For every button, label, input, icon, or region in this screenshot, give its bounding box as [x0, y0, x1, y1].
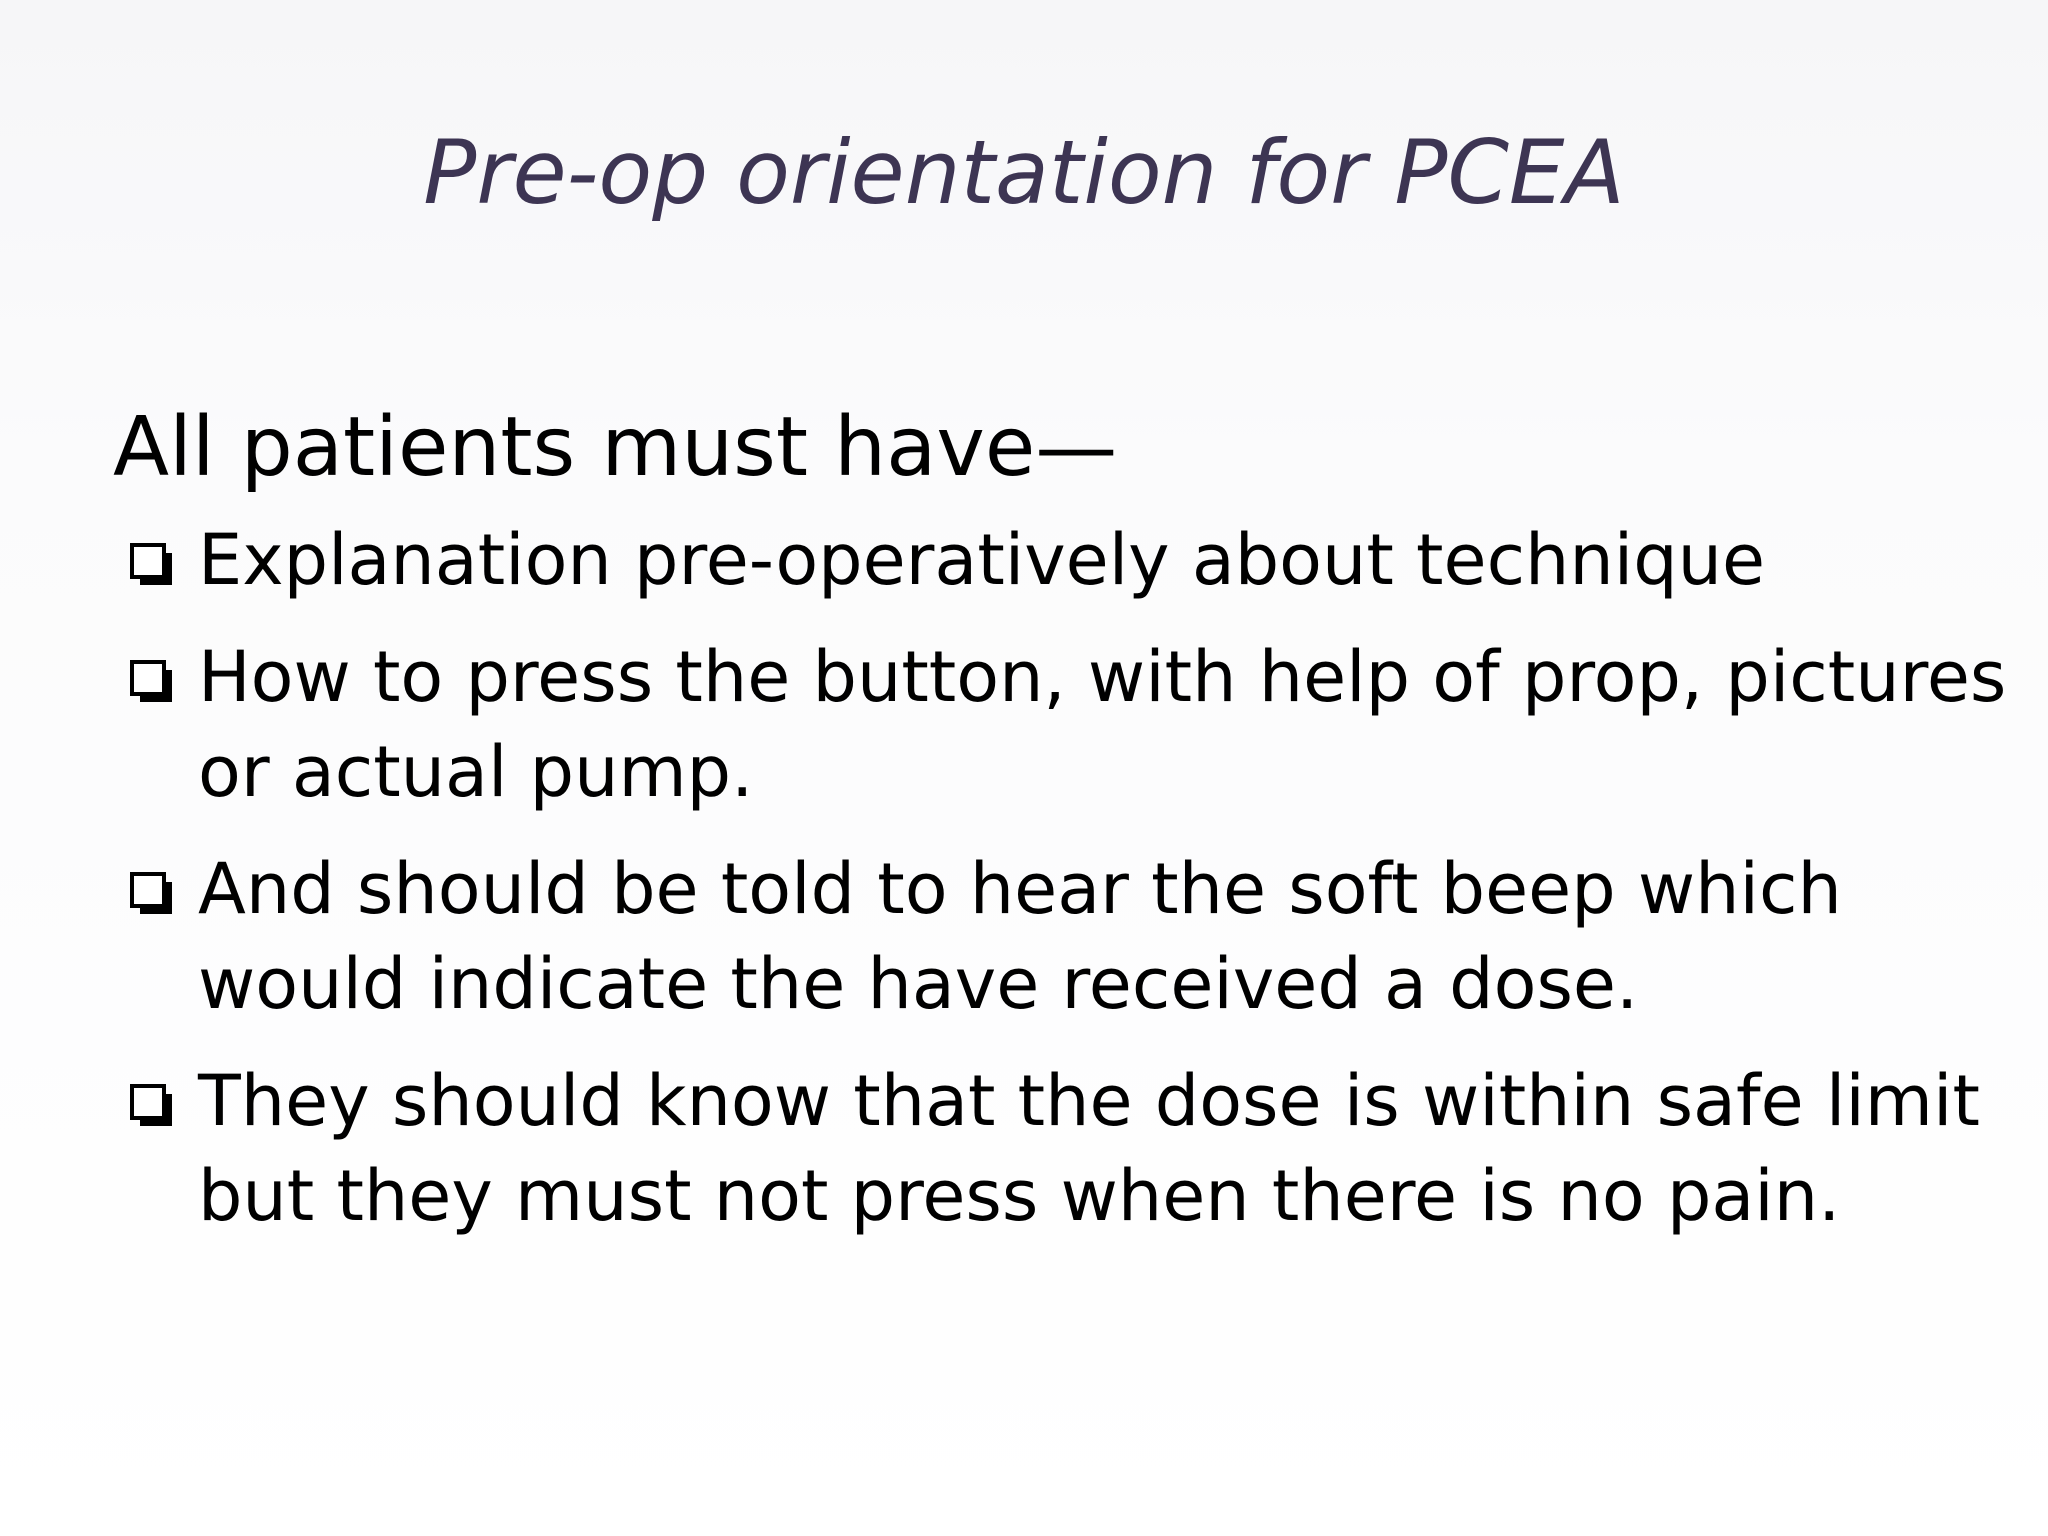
hollow-square-bullet-icon [130, 660, 174, 704]
bullet-item [130, 842, 2010, 1032]
bullet-item [130, 630, 2010, 820]
bullet-list [130, 513, 2010, 1266]
hollow-square-bullet-icon [130, 1084, 174, 1128]
slide-title: Pre-op orientation for PCEA [423, 121, 1625, 224]
bullet-text: And should be told to hear the soft beep which would indicate the have received a dose. [198, 848, 1842, 1025]
bullet-text: How to press the button, with help of prop, pictures or actual pump. [198, 636, 2007, 813]
lead-text: All patients must have— [113, 400, 1118, 495]
bullet-text: Explanation pre-operatively about technique [198, 519, 1766, 601]
bullet-text: They should know that the dose is within safe limit but they must not press when there is no pain. [198, 1060, 1980, 1237]
hollow-square-bullet-icon [130, 543, 174, 587]
bullet-item [130, 513, 2010, 608]
hollow-square-bullet-icon [130, 872, 174, 916]
bullet-item [130, 1054, 2010, 1244]
